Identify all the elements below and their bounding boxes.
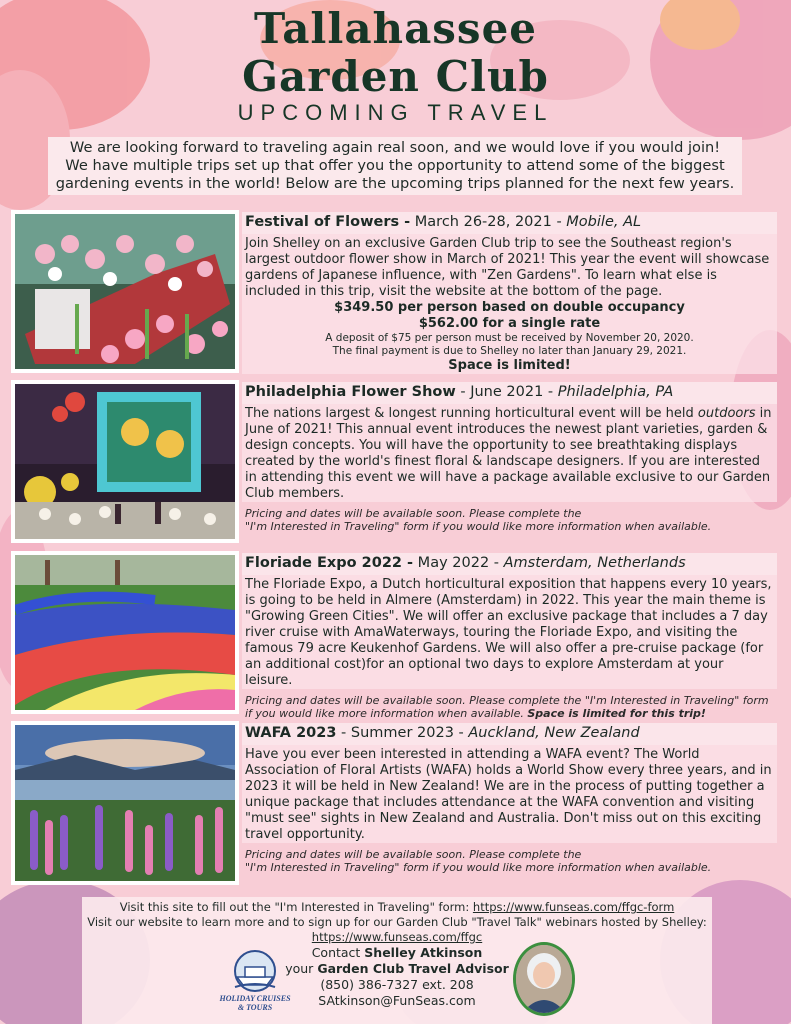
event-festival-of-flowers (242, 212, 777, 374)
title-line1: Tallahassee (253, 4, 538, 53)
intro-line: We are looking forward to traveling again real soon, and we would love if you would join! (69, 139, 721, 156)
event-date: March 26-28, 2021 - (410, 214, 567, 230)
note-text: if you would like more information when available. (245, 707, 528, 720)
event-location: Auckland, New Zealand (468, 725, 640, 741)
note-line: Pricing and dates will be available soon. Please complete the "I'm Interested in Traveling" form (245, 694, 769, 707)
form-line (82, 897, 712, 915)
logo-text: HOLIDAY CRUISES (219, 994, 291, 1003)
title-line2: Garden Club (242, 52, 549, 101)
advisor-title: Garden Club Travel Advisor (317, 961, 509, 976)
event-floriade-expo (242, 553, 777, 722)
price-single: $562.00 for a single rate (242, 316, 777, 332)
event-heading (242, 723, 777, 745)
philadelphia-flower-show-photo (15, 384, 235, 539)
deposit-text: A deposit of $75 per person must be received by November 20, 2020. (242, 332, 777, 345)
form-link[interactable]: https://www.funseas.com/ffgc-form (472, 900, 675, 914)
event-name: Floriade Expo 2022 - (245, 555, 414, 571)
event-date: - Summer 2023 - (336, 725, 469, 741)
event-name: Philadelphia Flower Show (245, 384, 456, 400)
note-line: Pricing and dates will be available soon. Please complete the (245, 848, 582, 861)
intro-line: gardening events in the world! Below are the upcoming trips planned for the next few years. (55, 175, 735, 192)
event-wafa-2023 (242, 723, 777, 876)
note-line: "I'm Interested in Traveling" form if you would like more information when available. (245, 861, 712, 874)
price-double: $349.50 per person based on double occupancy (242, 300, 777, 316)
note-bold: Space is limited for this trip! (527, 707, 706, 720)
webinar-line (82, 930, 712, 945)
holiday-cruises-logo (219, 949, 291, 1013)
event-name: WAFA 2023 (245, 725, 337, 741)
event-location: Amsterdam, Netherlands (503, 555, 686, 571)
event-description: Join Shelley on an exclusive Garden Club trip to see the Southeast region's largest outdoor flower show in March of 2021! This year the event will showcase gardens of Japanese influence, with "Zen Gardens". To learn what else is included in this trip, visit the website at the bottom of the page. (242, 234, 777, 300)
contact-line (82, 945, 712, 961)
avatar (513, 942, 575, 1016)
intro-paragraph (48, 137, 742, 195)
event-location: Mobile, AL (566, 214, 642, 230)
event-date: - June 2021 - (455, 384, 558, 400)
phone: (850) 386-7327 ext. 208 (320, 977, 474, 992)
description-part: The nations largest & longest running horticultural event will be held (245, 406, 698, 421)
event-heading (242, 212, 777, 234)
webinar-text: Visit our website to learn more and to sign up for our Garden Club "Travel Talk" webinars hosted by Shelley: (87, 915, 707, 929)
event-description (242, 404, 777, 502)
email[interactable]: SAtkinson@FunSeas.com (318, 993, 476, 1008)
description-emphasis: outdoors (697, 406, 756, 421)
form-text: Visit this site to fill out the "I'm Interested in Traveling" form: (119, 900, 473, 914)
event-note (242, 502, 777, 535)
festival-of-flowers-photo (15, 214, 235, 369)
description-part: in June of 2021! This annual event introduces the newest plant varieties, garden & design concepts. You will have the opportunity to see breathtaking displays created by the world's finest floral & landscape designers. If you are interested in attending this event we will have a package available exclusive to our Garden Club members. (245, 406, 772, 501)
event-heading (242, 382, 777, 404)
event-heading (242, 553, 777, 575)
event-note (242, 843, 777, 876)
footer-panel (82, 897, 712, 1024)
event-date: May 2022 - (413, 555, 504, 571)
webinar-link[interactable]: https://www.funseas.com/ffgc (311, 930, 483, 944)
space-limited-text: Space is limited! (242, 358, 777, 374)
note-line: Pricing and dates will be available soon. Please complete the (245, 507, 582, 520)
floriade-expo-photo (15, 555, 235, 710)
advisor-line (82, 961, 712, 977)
contact-prefix: Contact (311, 945, 365, 960)
intro-line: We have multiple trips set up that offer you the opportunity to attend some of the biggest (65, 157, 725, 174)
event-philadelphia-flower-show (242, 382, 777, 535)
event-description: The Floriade Expo, a Dutch horticultural exposition that happens every 10 years, is going to be held in Almere (Amsterdam) in 2022. This year the main theme is "Growing Green Cities". We will offer an exclusive package that includes a 7 day river cruise with AmaWaterways, touring the Floriade Expo, and visiting the famous 79 acre Keukenhof Gardens. We will also offer a pre-cruise package (for an additional cost)for an optional two days to explore Amsterdam at your leisure. (242, 575, 777, 689)
contact-name: Shelley Atkinson (364, 945, 483, 960)
event-description: Have you ever been interested in attending a WAFA event? The World Association of Floral Artists (WAFA) holds a World Show every three years, and in 2023 it will be held in New Zealand! We are in the process of putting together a unique package that includes attendance at the WAFA convention and visiting "must see" sights in New Zealand and Australia. Don't miss out on this exciting travel opportunity. (242, 745, 777, 843)
note-line: "I'm Interested in Traveling" form if you would like more information when available. (245, 520, 712, 533)
event-note (242, 689, 777, 722)
advisor-prefix: your (285, 961, 318, 976)
event-name: Festival of Flowers - (245, 214, 411, 230)
wafa-2023-photo (15, 725, 235, 881)
page-subtitle: UPCOMING TRAVEL (237, 100, 554, 125)
final-payment-text: The final payment is due to Shelley no later than January 29, 2021. (242, 345, 777, 358)
logo-text: & TOURS (237, 1003, 273, 1012)
event-location: Philadelphia, PA (557, 384, 674, 400)
note-line (245, 707, 774, 720)
